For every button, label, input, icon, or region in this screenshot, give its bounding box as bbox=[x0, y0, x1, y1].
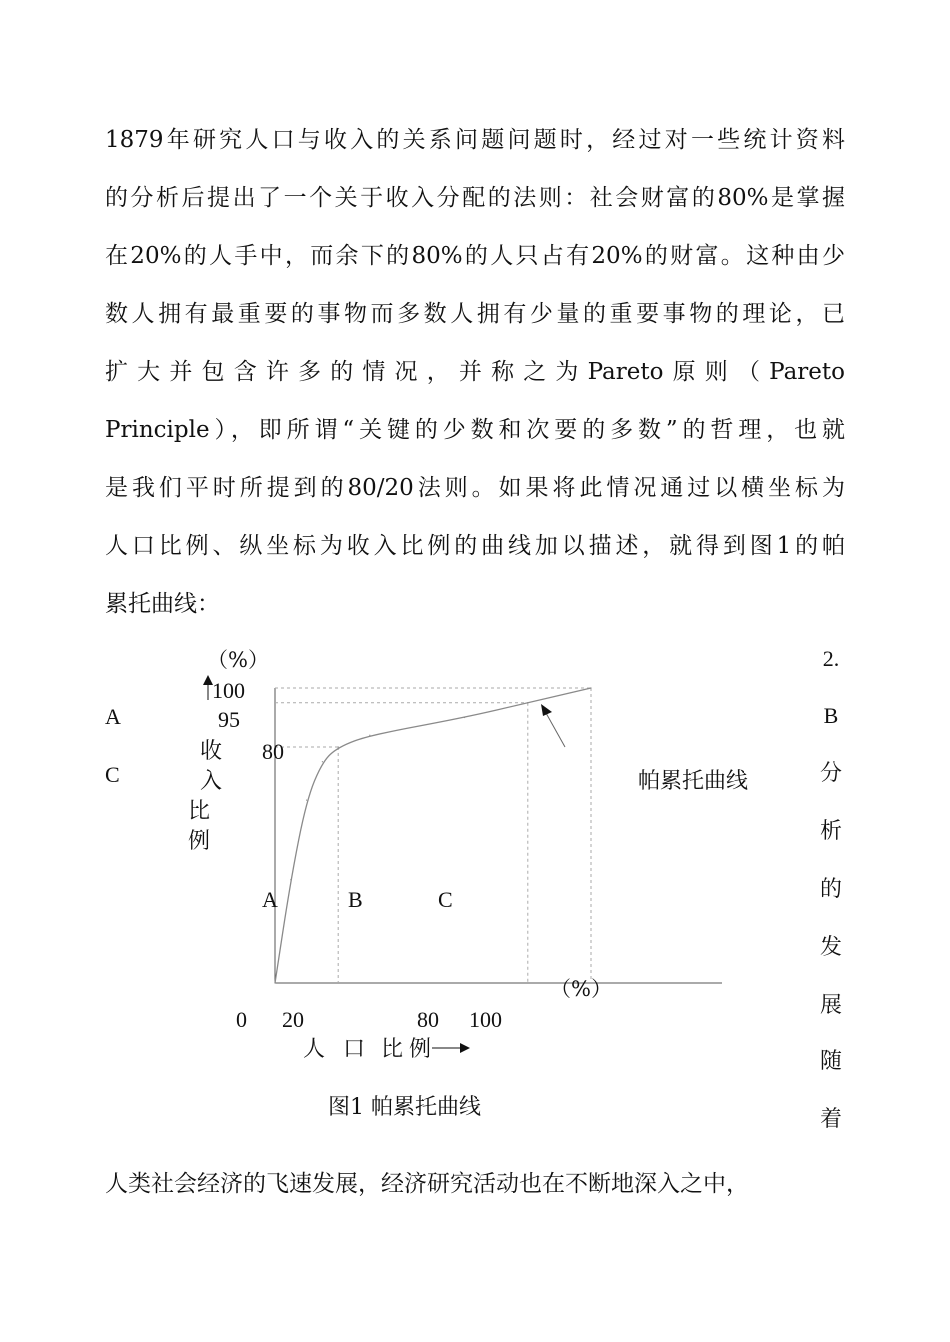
paragraph-line: Principle），即所谓“关键的少数和次要的多数”的哲理，也就 bbox=[105, 417, 845, 443]
y-axis-label-char: 入 bbox=[200, 769, 223, 794]
side-heading: 2. bbox=[822, 646, 840, 671]
x-tick-label: 20 bbox=[282, 1007, 304, 1032]
x-axis-label-char: 人 bbox=[303, 1037, 326, 1062]
region-label-b: B bbox=[348, 887, 363, 912]
y-tick-label: 80 bbox=[262, 739, 284, 764]
side-char: 展 bbox=[819, 993, 842, 1018]
region-label-a: A bbox=[262, 887, 278, 912]
paragraph-line: 扩大并包含许多的情况，并称之为Pareto原则（Pareto bbox=[105, 359, 845, 385]
side-char: 析 bbox=[819, 819, 842, 844]
curve-pointer-arrow-icon bbox=[541, 704, 552, 716]
paragraph-line: 在20%的人手中，而余下的80%的人只占有20%的财富。这种由少 bbox=[105, 243, 845, 269]
y-axis-label-char: 例 bbox=[188, 829, 211, 854]
y-tick-label: 100 bbox=[212, 678, 245, 703]
x-axis-label-char: 比 bbox=[381, 1037, 404, 1062]
curve-point bbox=[369, 735, 370, 736]
y-unit-label: （%） bbox=[207, 648, 269, 672]
paragraph-line: 累托曲线： bbox=[105, 591, 220, 617]
y-axis-label-char: 比 bbox=[188, 799, 211, 824]
region-label-c: C bbox=[438, 887, 453, 912]
x-axis-arrow-icon bbox=[460, 1043, 470, 1053]
side-char: 发 bbox=[819, 935, 842, 960]
curve-point bbox=[290, 879, 291, 880]
x-tick-label: 80 bbox=[417, 1007, 439, 1032]
figure-caption: 图1 帕累托曲线 bbox=[328, 1095, 481, 1120]
paragraph-line: 人口比例、纵坐标为收入比例的曲线加以描述，就得到图1的帕 bbox=[105, 533, 845, 559]
curve-pointer-line bbox=[546, 713, 565, 747]
paragraph-line: 1879年研究人口与收入的关系问题问题时，经过对一些统计资料 bbox=[105, 127, 845, 153]
side-char: 随 bbox=[819, 1049, 842, 1074]
x-tick-label: 0 bbox=[236, 1007, 247, 1032]
side-char: 分 bbox=[819, 761, 842, 786]
curve-point bbox=[306, 800, 307, 801]
x-axis-label-char: 口 bbox=[343, 1037, 366, 1062]
curve-label: 帕累托曲线 bbox=[638, 769, 749, 794]
x-axis-label-char: 例 bbox=[409, 1037, 432, 1062]
paragraph-line: 的分析后提出了一个关于收入分配的法则：社会财富的80%是掌握 bbox=[105, 185, 845, 211]
side-char: B bbox=[823, 703, 839, 728]
y-axis-label-char: 收 bbox=[200, 739, 223, 764]
x-tick-label: 100 bbox=[469, 1007, 502, 1032]
side-char: 着 bbox=[819, 1107, 842, 1132]
curve-point bbox=[527, 702, 528, 703]
curve-point bbox=[590, 687, 591, 688]
x-unit-label: （%） bbox=[550, 977, 612, 1001]
paragraph-line: 数人拥有最重要的事物而多数人拥有少量的重要事物的理论，已 bbox=[105, 301, 845, 327]
curve-point bbox=[464, 717, 465, 718]
side-char: 的 bbox=[819, 877, 842, 902]
closing-line: 人类社会经济的飞速发展，经济研究活动也在不断地深入之中， bbox=[105, 1171, 749, 1197]
paragraph-line: 是我们平时所提到的80/20法则。如果将此情况通过以横坐标为 bbox=[105, 475, 845, 501]
curve-point bbox=[338, 746, 339, 747]
margin-letter: A bbox=[105, 704, 121, 729]
y-tick-label: 95 bbox=[218, 707, 240, 732]
curve-point bbox=[322, 761, 323, 762]
margin-letter: C bbox=[105, 762, 120, 787]
curve-point bbox=[274, 982, 275, 983]
pareto-curve bbox=[275, 688, 591, 983]
